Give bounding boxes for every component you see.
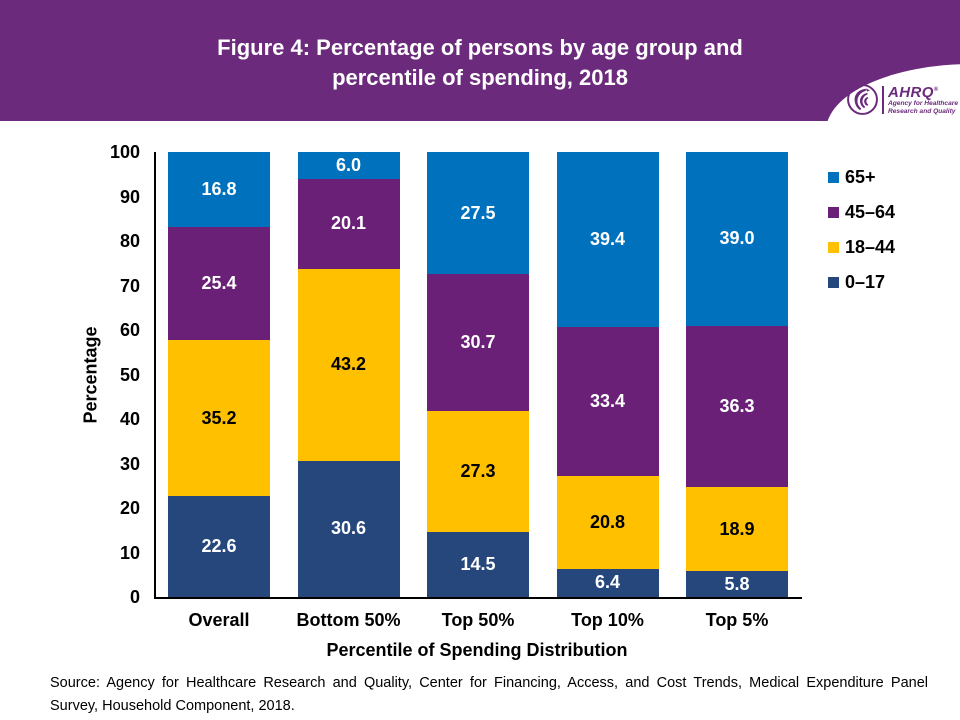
bar-segment [427, 411, 529, 532]
figure-title-line1: Figure 4: Percentage of persons by age group and [217, 35, 743, 60]
legend-swatch-icon [828, 172, 839, 183]
bar-value-label: 30.7 [460, 332, 496, 353]
stacked-bar-top-50- [427, 152, 529, 597]
bar-segment [686, 326, 788, 488]
y-tick-label: 10 [119, 542, 140, 563]
legend-item-65+ [828, 167, 895, 187]
bar-segment [298, 179, 400, 268]
y-tick-label: 80 [119, 231, 140, 251]
bar-segment [298, 269, 400, 461]
bar-value-label: 16.8 [201, 178, 237, 199]
bar-segment [427, 152, 529, 274]
bar-value-label: 5.8 [724, 573, 750, 594]
bar-segment [298, 152, 400, 179]
bar-value-label: 33.4 [589, 391, 626, 412]
stacked-bar-overall [168, 152, 270, 597]
ahrq-logo [846, 83, 958, 116]
y-tick-label: 100 [109, 142, 140, 162]
bar-segment [168, 496, 270, 597]
bar-value-label: 27.5 [460, 202, 496, 223]
bar-segment [168, 227, 270, 340]
hhs-eagle-icon [846, 83, 879, 116]
legend-label: 45–64 [845, 201, 896, 222]
legend-item-45-64 [828, 202, 895, 222]
bar-value-label: 27.3 [460, 461, 496, 482]
x-axis-title: Percentile of Spending Distribution [326, 640, 628, 660]
bar-segment [557, 476, 659, 569]
bar-value-label: 6.4 [594, 572, 621, 593]
bar-value-label: 25.4 [201, 272, 237, 293]
legend-swatch-icon [828, 242, 839, 253]
bar-segment [427, 274, 529, 411]
legend-label: 65+ [845, 166, 876, 187]
y-tick-label: 40 [119, 409, 140, 429]
category-label: Overall [188, 610, 250, 630]
y-tick-label: 60 [119, 320, 140, 340]
bar-value-label: 39.0 [719, 228, 755, 249]
legend-label: 18–44 [845, 236, 896, 257]
bar-value-label: 43.2 [330, 354, 367, 375]
stacked-bar-top-5- [686, 152, 788, 597]
legend-label: 0–17 [845, 271, 886, 292]
source-note: Source: Agency for Healthcare Research and Quality, Center for Financing, Access, and Cost Trends, Medical Expenditure Panel Survey, Household Component, 2018. [50, 675, 928, 714]
figure-title [0, 33, 960, 93]
y-axis-title: Percentage [80, 326, 101, 424]
stacked-bar-bottom-50- [298, 152, 400, 597]
category-label: Bottom 50% [296, 610, 401, 630]
category-label: Top 50% [441, 610, 515, 630]
ahrq-abbrev [888, 83, 958, 100]
ahrq-wordmark [888, 83, 958, 115]
legend-item-18-44 [828, 237, 895, 257]
legend-swatch-icon [828, 207, 839, 218]
y-tick-label: 20 [119, 498, 140, 518]
plot-area [154, 152, 802, 599]
bar-value-label: 14.5 [460, 554, 496, 575]
bar-segment [427, 532, 529, 597]
legend-item-0-17 [828, 272, 895, 292]
ahrq-tagline-line1: Agency for Healthcare [888, 100, 958, 108]
category-label: Top 5% [705, 610, 769, 630]
figure-title-line2: percentile of spending, 2018 [332, 65, 628, 90]
bar-value-label: 20.1 [330, 213, 367, 234]
legend [828, 167, 895, 307]
bar-value-label: 39.4 [589, 229, 626, 250]
header-banner [0, 0, 960, 121]
y-tick-label: 70 [119, 275, 140, 296]
bar-segment [168, 152, 270, 227]
stacked-bar-top-10- [557, 152, 659, 597]
y-tick-label: 90 [119, 186, 140, 207]
registered-mark: ® [933, 87, 939, 94]
bar-value-label: 36.3 [719, 395, 755, 416]
ahrq-tagline-line2: Research and Quality [888, 108, 956, 115]
bar-segment [557, 152, 659, 327]
legend-swatch-icon [828, 277, 839, 288]
bar-value-label: 18.9 [719, 518, 755, 539]
bar-value-label: 6.0 [335, 155, 362, 176]
x-axis-category-labels [156, 610, 802, 634]
logo-divider [882, 86, 884, 114]
bar-segment [686, 487, 788, 571]
bar-value-label: 22.6 [201, 536, 237, 557]
bar-segment [298, 461, 400, 597]
y-axis-ticks [64, 142, 148, 607]
y-tick-label: 50 [119, 364, 140, 385]
bar-segment [168, 340, 270, 497]
bar-segment [686, 152, 788, 326]
bar-segment [557, 327, 659, 476]
bar-segment [557, 569, 659, 597]
y-tick-label: 30 [119, 453, 140, 474]
bar-segment [686, 571, 788, 597]
bar-value-label: 35.2 [201, 407, 237, 428]
y-tick-label: 0 [129, 587, 140, 607]
category-label: Top 10% [571, 610, 644, 630]
bar-value-label: 20.8 [589, 511, 626, 532]
ahrq-abbrev-text: AHRQ [888, 84, 934, 102]
bar-value-label: 30.6 [330, 518, 367, 539]
